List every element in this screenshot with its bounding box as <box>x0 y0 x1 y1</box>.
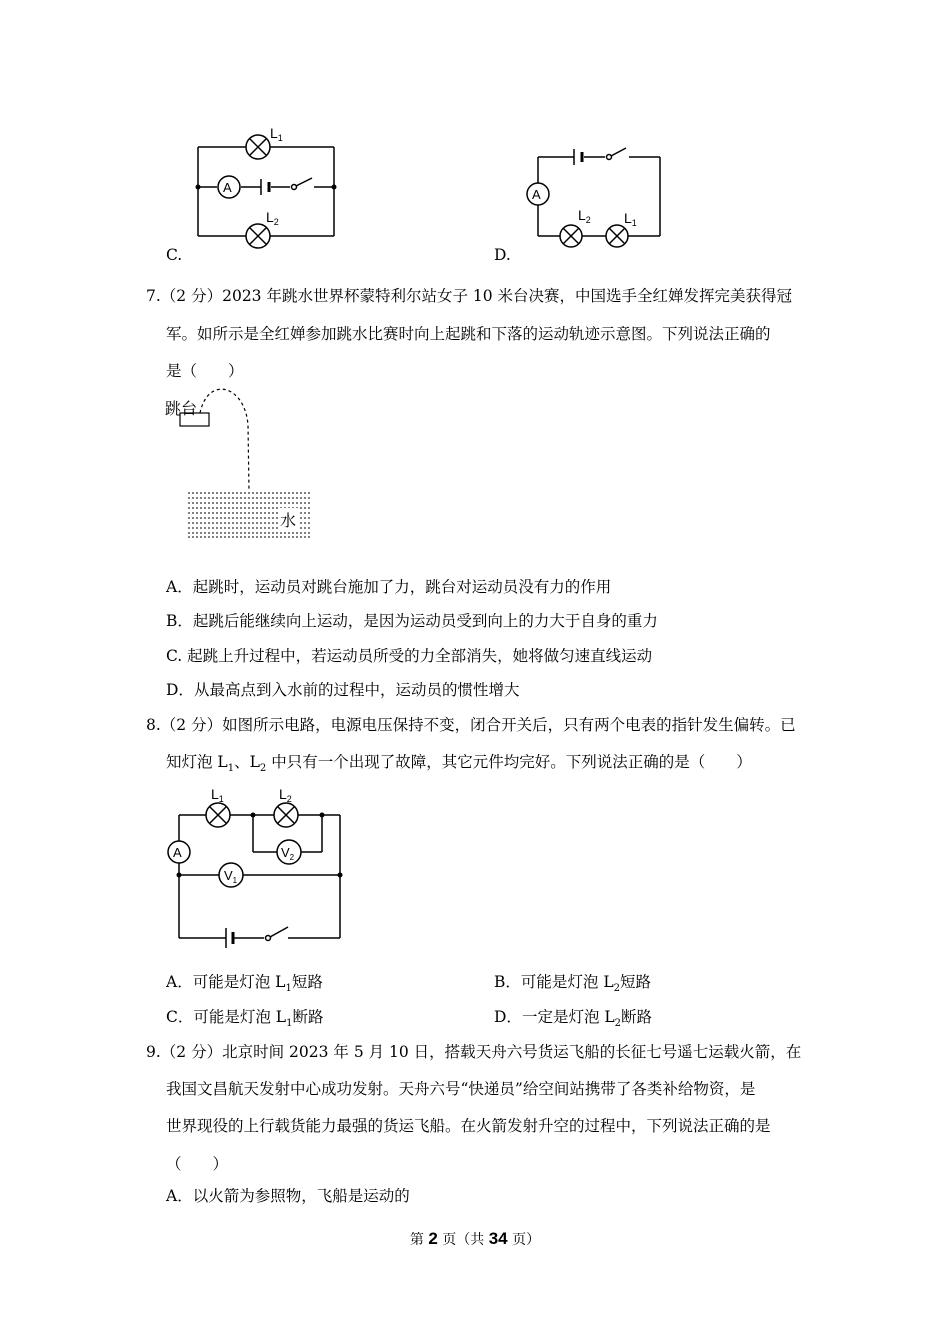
q7-score: （2 分） <box>160 287 223 305</box>
svg-text:V2: $V_2$ <box>281 845 295 862</box>
ammeter-label: A <box>173 845 182 860</box>
q8-number: 8. <box>146 716 161 734</box>
q8-option-c: C．可能是灯泡 $L_1$断路 <box>166 1008 324 1030</box>
circuit-diagram-c <box>190 122 350 242</box>
svg-text:L2: $L_2$ <box>578 207 591 225</box>
q8-option-d: D．一定是灯泡 $L_2$断路 <box>494 1008 653 1030</box>
q9-score: （2 分） <box>160 1043 223 1061</box>
lamp-l1-label: L <box>211 786 219 802</box>
svg-text:L2: $L_2$ <box>279 786 292 804</box>
lamp-l2-label: L <box>279 786 287 802</box>
q6-option-d-label: D. <box>494 246 511 264</box>
svg-text:L1: $L_1$ <box>624 210 637 228</box>
q6-option-c-label: C. <box>166 246 183 264</box>
q7-option-b: B．起跳后能继续向上运动，是因为运动员受到向上的力大于自身的重力 <box>166 612 658 630</box>
q9-option-a: A．以火箭为参照物，飞船是运动的 <box>166 1187 410 1205</box>
q9-stem-line3: 世界现役的上行载货能力最强的货运飞船。在火箭发射升空的过程中，下列说法正确的是 <box>166 1117 771 1135</box>
page-total: 34 <box>488 1229 508 1248</box>
q8-stem-line1: 8.（2 分）如图所示电路，电源电压保持不变，闭合开关后，只有两个电表的指针发生偏转。已 <box>146 716 796 734</box>
lamp-l1-label: L <box>270 125 278 141</box>
voltmeter-v1-label: V <box>224 868 233 883</box>
circuit-diagram-d <box>525 142 685 252</box>
q7-stem-line2: 军。如所示是全红婵参加跳水比赛时向上起跳和下落的运动轨迹示意图。下列说法正确的 <box>166 325 771 343</box>
q7-number: 7. <box>146 287 161 305</box>
lamp-l2-label: L <box>578 207 586 223</box>
q8-stem-line2: 知灯泡 $L_1$、$L_2$ 中只有一个出现了故障，其它元件均完好。下列说法正确的是（ ） <box>166 753 752 775</box>
voltmeter-v2-label: V <box>281 845 290 860</box>
diving-trajectory-diagram <box>170 385 330 545</box>
circuit-diagram-q8 <box>160 782 360 952</box>
ammeter-label: A <box>223 180 232 195</box>
q9-stem-line2: 我国文昌航天发射中心成功发射。天舟六号“快递员”给空间站携带了各类补给物资，是 <box>166 1080 756 1098</box>
q7-option-c: C. 起跳上升过程中，若运动员所受的力全部消失，她将做匀速直线运动 <box>166 647 653 665</box>
q9-stem-line1: 9.（2 分）北京时间 2023 年 5 月 10 日，搭载天舟六号货运飞船的长征七号遥七运载火箭，在 <box>146 1043 802 1061</box>
svg-text:L1: $L_1$ <box>211 786 224 804</box>
water-label: 水 <box>278 508 298 531</box>
platform-label: 跳台 <box>165 399 198 418</box>
page-footer: 第 2 页（共 34 页） <box>409 1229 541 1248</box>
svg-text:V1: $V_1$ <box>224 868 238 885</box>
q8-option-b: B．可能是灯泡 $L_2$短路 <box>494 973 652 995</box>
q7-option-d: D．从最高点到入水前的过程中，运动员的惯性增大 <box>166 681 520 699</box>
lamp-l2-label: L <box>266 209 274 225</box>
ammeter-label: A <box>532 187 541 202</box>
q8-score: （2 分） <box>160 716 223 734</box>
q7-option-a: A．起跳时，运动员对跳台施加了力，跳台对运动员没有力的作用 <box>166 578 612 596</box>
q9-number: 9. <box>146 1043 161 1061</box>
q9-stem-line4: （ ） <box>166 1155 229 1173</box>
q8-option-a: A．可能是灯泡 $L_1$短路 <box>166 973 323 995</box>
q7-stem-line3: 是（ ） <box>166 362 244 380</box>
lamp-l1-label: L <box>624 210 632 226</box>
svg-text:L2: $L_2$ <box>266 209 279 227</box>
page-number: 2 <box>428 1229 438 1248</box>
svg-text:L1: $L_1$ <box>270 125 283 143</box>
q7-stem-line1: 7.（2 分）2023 年跳水世界杯蒙特利尔站女子 10 米台决赛，中国选手全红婵发挥完美获得冠 <box>146 287 793 305</box>
